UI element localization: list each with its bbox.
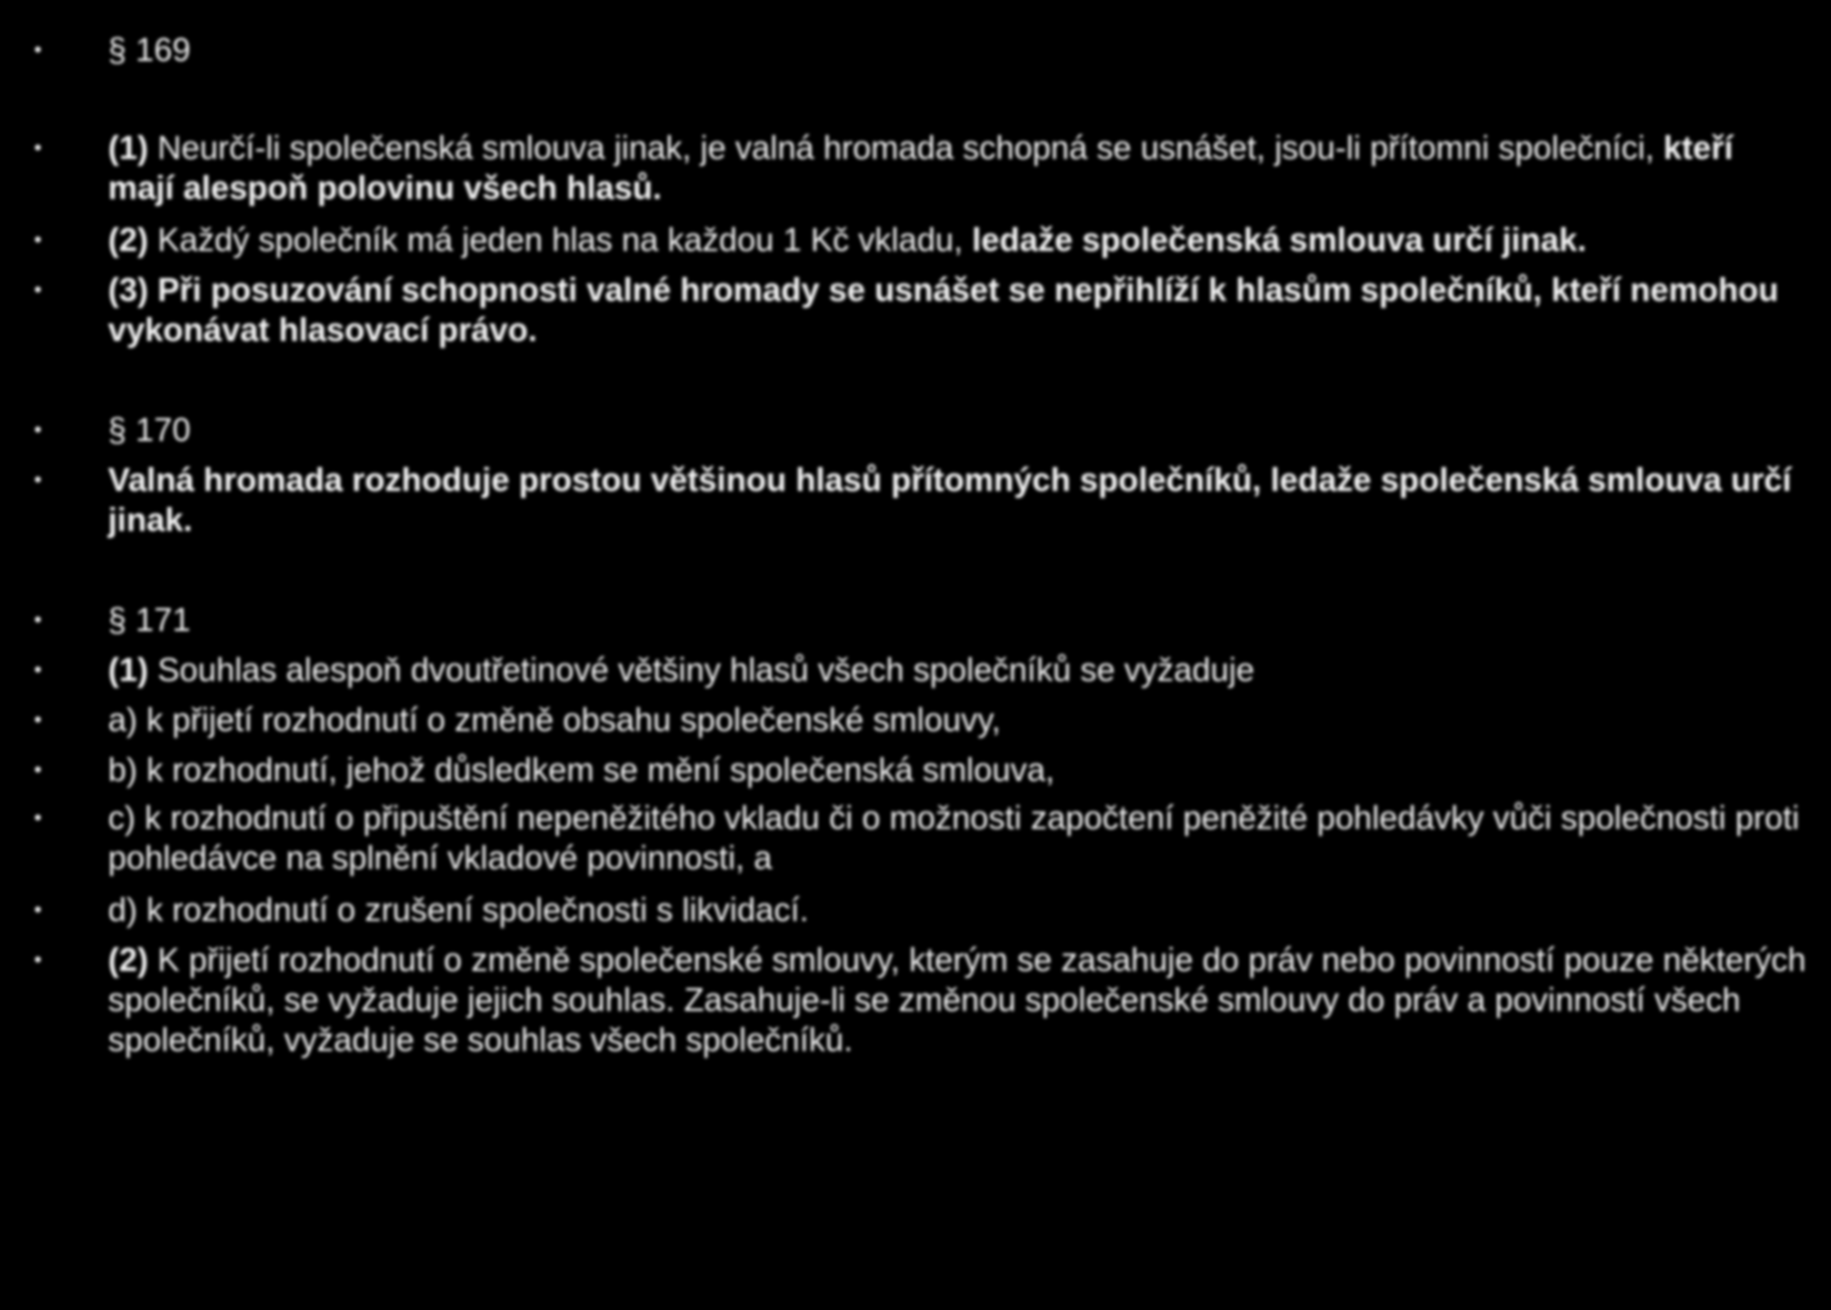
text-run: Souhlas alespoň dvoutřetinové většiny hlasů všech společníků se vyžaduje bbox=[148, 651, 1255, 688]
bold-text: (1) bbox=[108, 129, 149, 166]
bullet-item bbox=[108, 798, 1808, 878]
text-run: d) k rozhodnutí o zrušení společnosti s likvidací. bbox=[108, 891, 809, 928]
text-run: a) k přijetí rozhodnutí o změně obsahu společenské smlouvy, bbox=[108, 701, 1001, 738]
section-heading bbox=[108, 600, 1808, 640]
bullet-item bbox=[108, 890, 1808, 930]
bold-text: (3) Při posuzování schopnosti valné hromady se usnášet se nepřihlíží k hlasům společníků, kteří nemohou vykonávat hlasovací právo. bbox=[108, 271, 1779, 348]
section-heading bbox=[108, 30, 1808, 70]
text-run: Neurčí-li společenská smlouva jinak, je valná hromada schopná se usnášet, jsou-li přítomni společníci, bbox=[148, 129, 1664, 166]
section-heading bbox=[108, 410, 1808, 450]
text-run: b) k rozhodnutí, jehož důsledkem se mění společenská smlouva, bbox=[108, 751, 1055, 788]
bold-text: (2) bbox=[108, 941, 149, 978]
bullet-item bbox=[108, 128, 1808, 208]
bold-text: ledaže společenská smlouva určí jinak. bbox=[972, 221, 1587, 258]
bullet-item bbox=[108, 460, 1808, 540]
bold-text: (2) bbox=[108, 221, 149, 258]
bold-text: (1) bbox=[108, 651, 149, 688]
bullet-item bbox=[108, 750, 1808, 790]
bullet-item bbox=[108, 940, 1808, 1060]
text-run: K přijetí rozhodnutí o změně společenské smlouvy, kterým se zasahuje do práv nebo povinností pouze některých společníků, se vyžaduje jejich souhlas. Zasahuje-li se změnou společenské smlouvy do práv a povinností všech společníků, vyžaduje se souhlas všech společníků. bbox=[108, 941, 1806, 1058]
bullet-item bbox=[108, 220, 1808, 260]
bullet-item bbox=[108, 700, 1808, 740]
bullet-item bbox=[108, 270, 1808, 350]
text-run: § 169 bbox=[108, 31, 191, 68]
bold-text: kteří mají alespoň polovinu všech hlasů. bbox=[108, 129, 1734, 206]
bullet-item bbox=[108, 650, 1808, 690]
text-run: § 170 bbox=[108, 411, 191, 448]
text-run: Každý společník má jeden hlas na každou 1 Kč vkladu, bbox=[148, 221, 972, 258]
text-run: § 171 bbox=[108, 601, 191, 638]
text-run: c) k rozhodnutí o připuštění nepeněžitého vkladu či o možnosti započtení peněžité pohledávky vůči společnosti proti pohledávce na splnění vkladové povinnosti, a bbox=[108, 799, 1800, 876]
bold-text: Valná hromada rozhoduje prostou většinou hlasů přítomných společníků, ledaže společenská smlouva určí jinak. bbox=[108, 461, 1792, 538]
